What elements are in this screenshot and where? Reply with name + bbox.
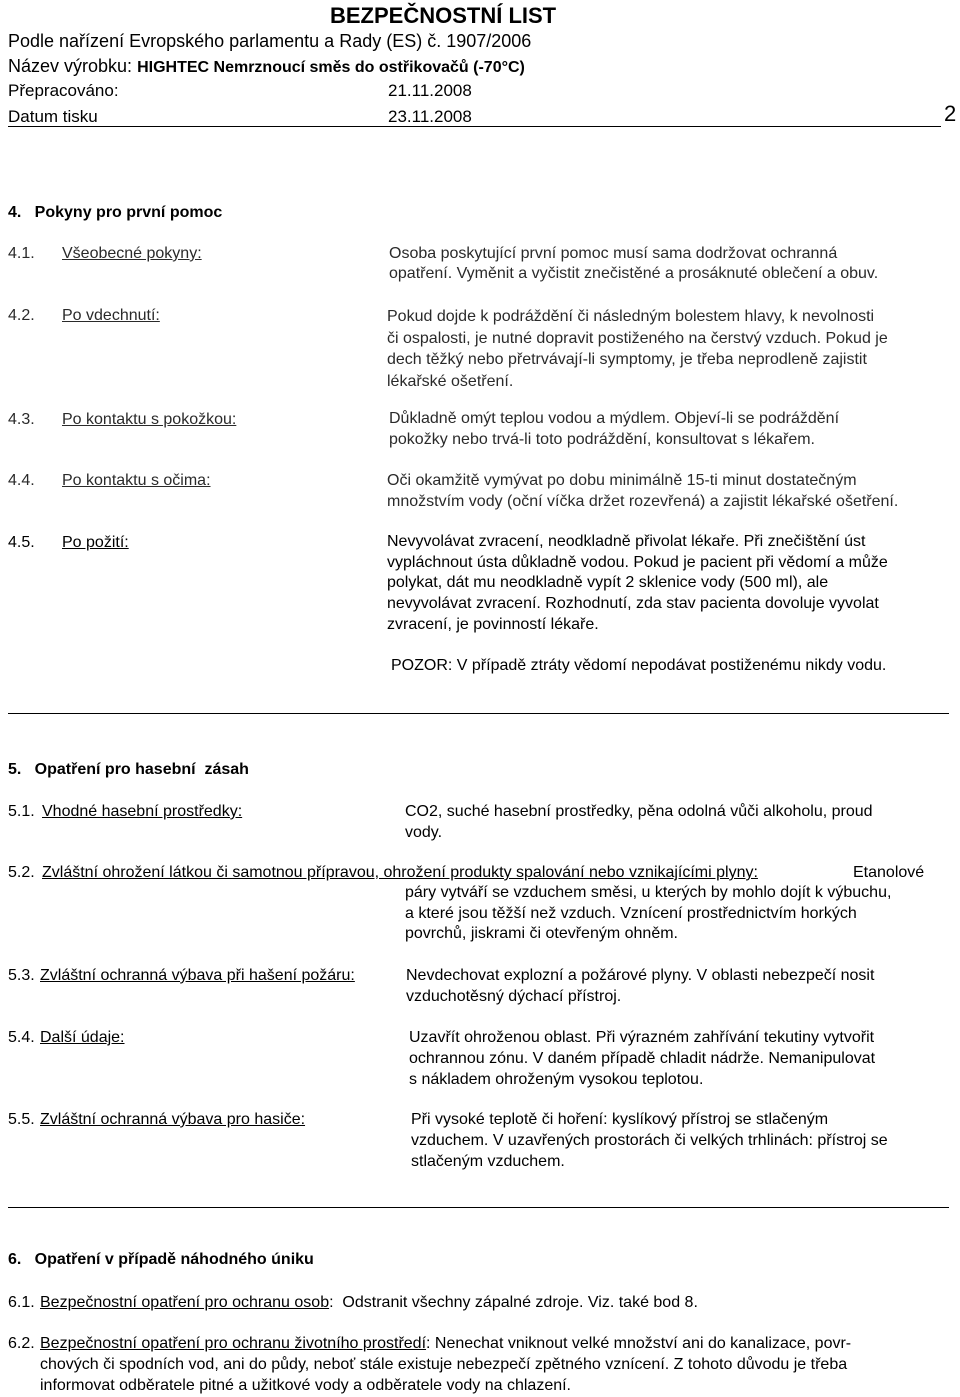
print-label: Datum tisku <box>8 107 98 126</box>
item-6-1-line <box>40 1293 698 1313</box>
text-line: s nákladem ohroženým vysokou teplotou. <box>409 1071 704 1088</box>
item-5-1-num: 5.1. <box>8 803 35 820</box>
item-4-5-num: 4.5. <box>8 534 35 551</box>
text-line: vypláchnout ústa důkladně vodou. Pokud je pacient při vědomí a může <box>387 553 888 571</box>
item-6-1-label: Bezpečnostní opatření pro ochranu osob <box>40 1294 330 1311</box>
item-6-1-num: 6.1. <box>8 1294 35 1311</box>
section-divider <box>8 713 949 714</box>
text-line: či ospalosti, je nutné dopravit postiženého na čerstvý vzduch. Pokud je <box>387 329 888 347</box>
text-line: a které jsou těžší než vzduch. Vznícení prostřednictvím horkých <box>405 904 857 922</box>
item-6-2-label: Bezpečnostní opatření pro ochranu životního prostředí <box>40 1335 427 1352</box>
text-line: nevyvolávat zvracení. Rozhodnutí, zda stav pacienta dovoluje vyvolat <box>387 595 879 613</box>
text-line: informovat odběratele pitné a užitkové vody a odběratele vody na chlazení. <box>40 1377 571 1394</box>
item-5-4-text <box>409 1027 875 1090</box>
item-4-4-num: 4.4. <box>8 472 35 489</box>
item-5-5-label: Zvláštní ochranná výbava pro hasiče: <box>40 1111 306 1128</box>
text-line: vzduchotěsný dýchací přístroj. <box>406 988 622 1005</box>
text-line: Důkladně omýt teplou vodou a mýdlem. Objeví-li se podráždění <box>389 410 840 427</box>
item-5-1-label: Vhodné hasební prostředky: <box>42 803 243 820</box>
text-line: dech těžký nebo přetrvávají-li symptomy, je třeba neprodleně zajistit <box>387 351 867 368</box>
revised-date: 21.11.2008 <box>388 81 472 100</box>
product-label: Název výrobku: <box>8 56 138 76</box>
text-line: stlačeným vzduchem. <box>411 1153 565 1170</box>
item-6-2-continuation <box>40 1354 847 1396</box>
text-line: množstvím vody (oční víčka držet rozevřená) a zajistit lékařské ošetření. <box>387 493 899 510</box>
text-line: pokožky nebo trvá-li toto podráždění, konsultovat s lékařem. <box>389 431 815 448</box>
text-line: opatření. Vyměnit a vyčistit znečistěné a prosáknuté oblečení a obuv. <box>389 265 879 282</box>
section-6-heading: 6. Opatření v případě náhodného úniku <box>8 1251 314 1268</box>
text-line: povrchů, jiskrami či otevřeným ohněm. <box>405 925 678 943</box>
item-5-4-num: 5.4. <box>8 1029 35 1046</box>
revised-label: Přepracováno: <box>8 81 119 100</box>
item-4-3-num: 4.3. <box>8 411 35 428</box>
item-4-1-label: Všeobecné pokyny: <box>62 245 202 262</box>
item-4-5-label: Po požití: <box>62 534 129 551</box>
text-line: Při vysoké teplotě či hoření: kyslíkový přístroj se stlačeným <box>411 1111 829 1128</box>
item-5-3-num: 5.3. <box>8 967 35 984</box>
item-4-3-text <box>389 408 839 450</box>
item-5-4-label: Další údaje: <box>40 1029 125 1046</box>
item-6-1-text: : Odstranit všechny zápalné zdroje. Viz. také bod 8. <box>329 1294 698 1311</box>
item-4-1-num: 4.1. <box>8 245 35 262</box>
item-4-4-text <box>387 470 898 512</box>
text-line: vzduchem. V uzavřených prostorách či velkých trhlinách: přístroj se <box>411 1132 888 1149</box>
text-line: zvracení, je povinností lékaře. <box>387 615 599 633</box>
item-4-2-num: 4.2. <box>8 307 35 324</box>
print-date: 23.11.2008 <box>388 107 472 126</box>
item-6-2-line <box>40 1334 851 1354</box>
product-line <box>8 55 525 79</box>
header-rule <box>8 126 941 127</box>
section-divider <box>8 1207 949 1208</box>
item-5-5-text <box>411 1109 888 1172</box>
item-4-4-label: Po kontaktu s očima: <box>62 472 211 489</box>
text-line: Oči okamžitě vymývat po dobu minimálně 15-ti minut dostatečným <box>387 472 857 489</box>
document-title: BEZPEČNOSTNÍ LIST <box>330 3 557 28</box>
page-number: 2 <box>944 101 957 126</box>
text-line: Uzavřít ohroženou oblast. Při výrazném zahřívání tekutiny vytvořit <box>409 1029 875 1046</box>
item-4-1-text <box>389 244 878 284</box>
item-4-2-text <box>387 306 888 392</box>
text-line: CO2, suché hasební prostředky, pěna odolná vůči alkoholu, proud <box>405 803 873 820</box>
text-line: polykat, dát mu neodkladně vypít 2 sklenice vody (500 ml), ale <box>387 574 829 592</box>
regulation-line: Podle nařízení Evropského parlamentu a Rady (ES) č. 1907/2006 <box>8 31 532 51</box>
item-6-2-text: : Nenechat vniknout velké množství ani do kanalizace, povr- <box>426 1335 852 1352</box>
item-6-2-num: 6.2. <box>8 1335 35 1352</box>
item-5-1-text <box>405 801 873 843</box>
item-4-3-label: Po kontaktu s pokožkou: <box>62 411 237 428</box>
text-line: lékařské ošetření. <box>387 372 514 390</box>
item-5-2-num: 5.2. <box>8 864 35 881</box>
item-5-5-num: 5.5. <box>8 1111 35 1128</box>
item-4-2-label: Po vdechnutí: <box>62 307 160 324</box>
item-5-2-label: Zvláštní ohrožení látkou či samotnou přípravou, ohrožení produkty spalování nebo vznikajícími plyny: <box>42 864 758 881</box>
section-4-heading: 4. Pokyny pro první pomoc <box>8 204 223 221</box>
item-5-3-text <box>406 965 874 1007</box>
text-line: ochrannou zónu. V daném případě chladit nádrže. Nemanipulovat <box>409 1050 876 1067</box>
text-line: vody. <box>405 824 443 841</box>
item-5-2-first-line: Etanolové <box>853 864 925 881</box>
item-5-2-text <box>405 883 891 945</box>
text-line: Pokud dojde k podráždění či následným bolestem hlavy, k nevolnosti <box>387 308 875 325</box>
item-4-5-text <box>387 532 888 636</box>
product-name: HIGHTEC Nemrznoucí směs do ostřikovačů (-70°C) <box>137 59 525 76</box>
warning-text: POZOR: V případě ztráty vědomí nepodávat postiženému nikdy vodu. <box>391 657 887 674</box>
text-line: páry vytváří se vzduchem směsi, u kterých by mohlo dojít k výbuchu, <box>405 884 892 901</box>
item-5-3-label: Zvláštní ochranná výbava při hašení požáru: <box>40 967 355 984</box>
section-5-heading: 5. Opatření pro hasební zásah <box>8 761 249 778</box>
text-line: Nevdechovat explozní a požárové plyny. V oblasti nebezpečí nosit <box>406 967 875 984</box>
text-line: Nevyvolávat zvracení, neodkladně přivolat lékaře. Při znečištění úst <box>387 533 866 550</box>
text-line: Osoba poskytující první pomoc musí sama dodržovat ochranná <box>389 245 838 262</box>
text-line: chových či spodních vod, ani do půdy, neboť stále existuje nebezpečí zpětného vznícení. Z tohoto důvodu je třeba <box>40 1356 848 1373</box>
